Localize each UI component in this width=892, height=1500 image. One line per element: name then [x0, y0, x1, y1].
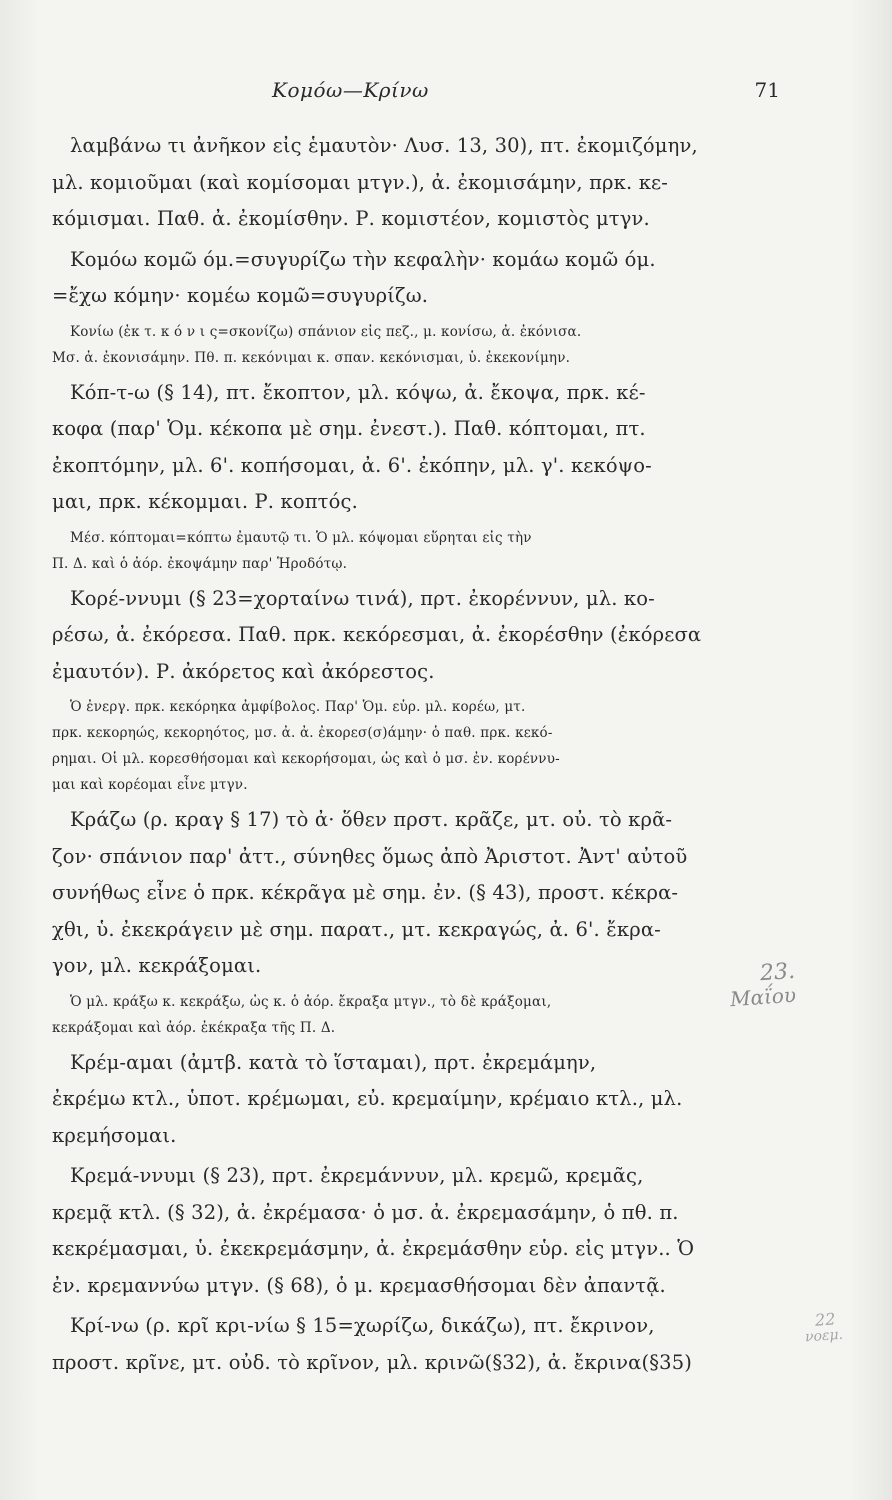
- text-line: Ὁ ἐνεργ. πρκ. κεκόρηκα ἀμφίβολος. Παρ' Ὁμ. εὑρ. μλ. κορέω, μτ.: [70, 699, 526, 715]
- entry-paragraph: [52, 128, 712, 238]
- note-paragraph: [52, 694, 712, 798]
- text-line: ἐκοπτόμην, μλ. 6'. κοπήσομαι, ἀ. 6'. ἐκόπην, μλ. γ'. κεκόψο-: [52, 453, 652, 477]
- note-paragraph: [52, 989, 712, 1041]
- text-line: ρέσω, ἀ. ἐκόρεσα. Παθ. πρκ. κεκόρεσμαι, ἀ. ἐκορέσθην (ἐκόρεσα: [52, 623, 702, 646]
- running-header: [0, 78, 892, 108]
- text-line: χθι, ὑ. ἐκεκράγειν μὲ σημ. παρατ., μτ. κεκραγώς, ἀ. 6'. ἔκρα-: [52, 917, 661, 941]
- entry-paragraph: [52, 802, 712, 985]
- text-line: Κονίω (ἐκ τ. κ ό ν ι ς=σκονίζω) σπάνιον εἰς πεζ., μ. κονίσω, ἀ. ἐκόνισα.: [70, 323, 582, 340]
- text-line: κοφα (παρ' Ὁμ. κέκοπα μὲ σημ. ἐνεστ.). Παθ. κόπτομαι, πτ.: [52, 417, 646, 440]
- text-line: ἐν. κρεμαννύω μτγν. (§ 68), ὁ μ. κρεμασθήσομαι δὲν ἀπαντᾷ.: [52, 1273, 666, 1297]
- entry-paragraph: [52, 1308, 712, 1381]
- text-line: Κρί-νω (ρ. κρῖ κρι-νίω § 15=χωρίζω, δικάζω), πτ. ἔκρινον,: [70, 1314, 655, 1337]
- note-paragraph: [52, 319, 712, 371]
- text-line: μαι καὶ κορέομαι εἶνε μτγν.: [52, 777, 248, 793]
- entry-paragraph: [52, 581, 712, 691]
- text-line: ρημαι. Οἱ μλ. κορεσθήσομαι καὶ κεκορήσομαι, ὡς καὶ ὁ μσ. ἐν. κορέννυ-: [52, 751, 560, 767]
- text-line: Κορέ-ννυμι (§ 23=χορταίνω τινά), πρτ. ἐκορέννυν, μλ. κο-: [70, 586, 655, 610]
- text-line: λαμβάνω τι ἀνῆκον εἰς ἑμαυτὸν· Λυσ. 13, 30), πτ. ἐκομιζόμην,: [70, 134, 698, 157]
- text-line: ζον· σπάνιον παρ' ἀττ., σύνηθες ὅμως ἀπὸ Ἀριστοτ. Ἀντ' αὐτοῦ: [52, 844, 688, 868]
- text-line: συνήθως εἶνε ὁ πρκ. κέκρᾶγα μὲ σημ. ἐν. (§ 43), προστ. κέκρα-: [52, 881, 679, 904]
- text-line: κεκράξομαι καὶ ἀόρ. ἐκέκραξα τῆς Π. Δ.: [52, 1019, 336, 1036]
- text-line: ἐκρέμω κτλ., ὑποτ. κρέμωμαι, εὐ. κρεμαίμην, κρέμαιο κτλ., μλ.: [52, 1087, 683, 1110]
- entry-paragraph: [52, 375, 712, 521]
- text-line: Κόπ-τ-ω (§ 14), πτ. ἔκοπτον, μλ. κόψω, ἀ. ἔκοψα, πρκ. κέ-: [70, 380, 646, 404]
- text-line: μλ. κομιοῦμαι (καὶ κομίσομαι μτγν.), ἀ. ἐκομισάμην, πρκ. κε-: [52, 170, 669, 194]
- margin-note: 22: [814, 1309, 836, 1330]
- text-line: προστ. κρῖνε, μτ. οὐδ. τὸ κρῖνον, μλ. κρινῶ(§32), ἀ. ἔκρινα(§35): [52, 1350, 693, 1374]
- header-title: Κομόω—Κρίνω: [272, 78, 429, 102]
- entry-paragraph: [52, 1158, 712, 1304]
- text-line: κρεμήσομαι.: [52, 1123, 177, 1147]
- text-line: ἐμαυτόν). Ρ. ἀκόρετος καὶ ἀκόρεστος.: [52, 659, 435, 683]
- text-line: μαι, πρκ. κέκομμαι. Ρ. κοπτός.: [52, 490, 358, 513]
- text-line: πρκ. κεκορηώς, κεκορηότος, μσ. ἀ. ἀ. ἐκορεσ(σ)άμην· ὁ παθ. πρκ. κεκό-: [52, 725, 553, 741]
- text-line: κόμισμαι. Παθ. ἀ. ἐκομίσθην. Ρ. κομιστέον, κομιστὸς μτγν.: [52, 207, 650, 230]
- text-line: Μσ. ἀ. ἐκονισάμην. Πθ. π. κεκόνιμαι κ. σπαν. κεκόνισμαι, ὑ. ἐκεκονίμην.: [52, 349, 571, 366]
- text-line: γον, μλ. κεκράξομαι.: [52, 954, 262, 977]
- text-line: Π. Δ. καὶ ὁ ἀόρ. ἐκοψάμην παρ' Ἡροδότῳ.: [52, 555, 348, 572]
- text-line: Κρέμ-αμαι (ἀμτβ. κατὰ τὸ ἵσταμαι), πρτ. ἐκρεμάμην,: [70, 1050, 597, 1074]
- margin-note: Μαΐου: [729, 982, 797, 1012]
- note-paragraph: [52, 525, 712, 577]
- text-line: Μέσ. κόπτομαι=κόπτω ἐμαυτῷ τι. Ὁ μλ. κόψομαι εὕρηται εἰς τὴν: [70, 529, 532, 546]
- text-line: κεκρέμασμαι, ὑ. ἐκεκρεμάσμην, ἀ. ἐκρεμάσθην εὑρ. εἰς μτγν.. Ὁ: [52, 1237, 695, 1260]
- page-number: 71: [754, 78, 780, 102]
- margin-note: 23.: [759, 958, 796, 987]
- text-line: κρεμᾷ κτλ. (§ 32), ἀ. ἐκρέμασα· ὁ μσ. ἀ. ἐκρεμασάμην, ὁ πθ. π.: [52, 1200, 679, 1224]
- entry-paragraph: [52, 242, 712, 315]
- margin-note: νοεμ.: [804, 1326, 844, 1346]
- text-line: Ὁ μλ. κράξω κ. κεκράξω, ὡς κ. ὁ ἀόρ. ἔκραξα μτγν., τὸ δὲ κράξομαι,: [70, 993, 552, 1010]
- text-line: =ἔχω κόμην· κομέω κομῶ=συγυρίζω.: [52, 284, 429, 307]
- text-body: [52, 128, 712, 1381]
- text-line: Κομόω κομῶ όμ.=συγυρίζω τὴν κεφαλὴν· κομάω κομῶ όμ.: [70, 247, 656, 271]
- text-line: Κρεμά-ννυμι (§ 23), πρτ. ἐκρεμάννυν, μλ. κρεμῶ, κρεμᾶς,: [70, 1164, 644, 1187]
- text-line: Κράζω (ρ. κραγ § 17) τὸ ἀ· ὅθεν πρστ. κρᾶζε, μτ. οὐ. τὸ κρᾶ-: [70, 808, 673, 831]
- entry-paragraph: [52, 1045, 712, 1155]
